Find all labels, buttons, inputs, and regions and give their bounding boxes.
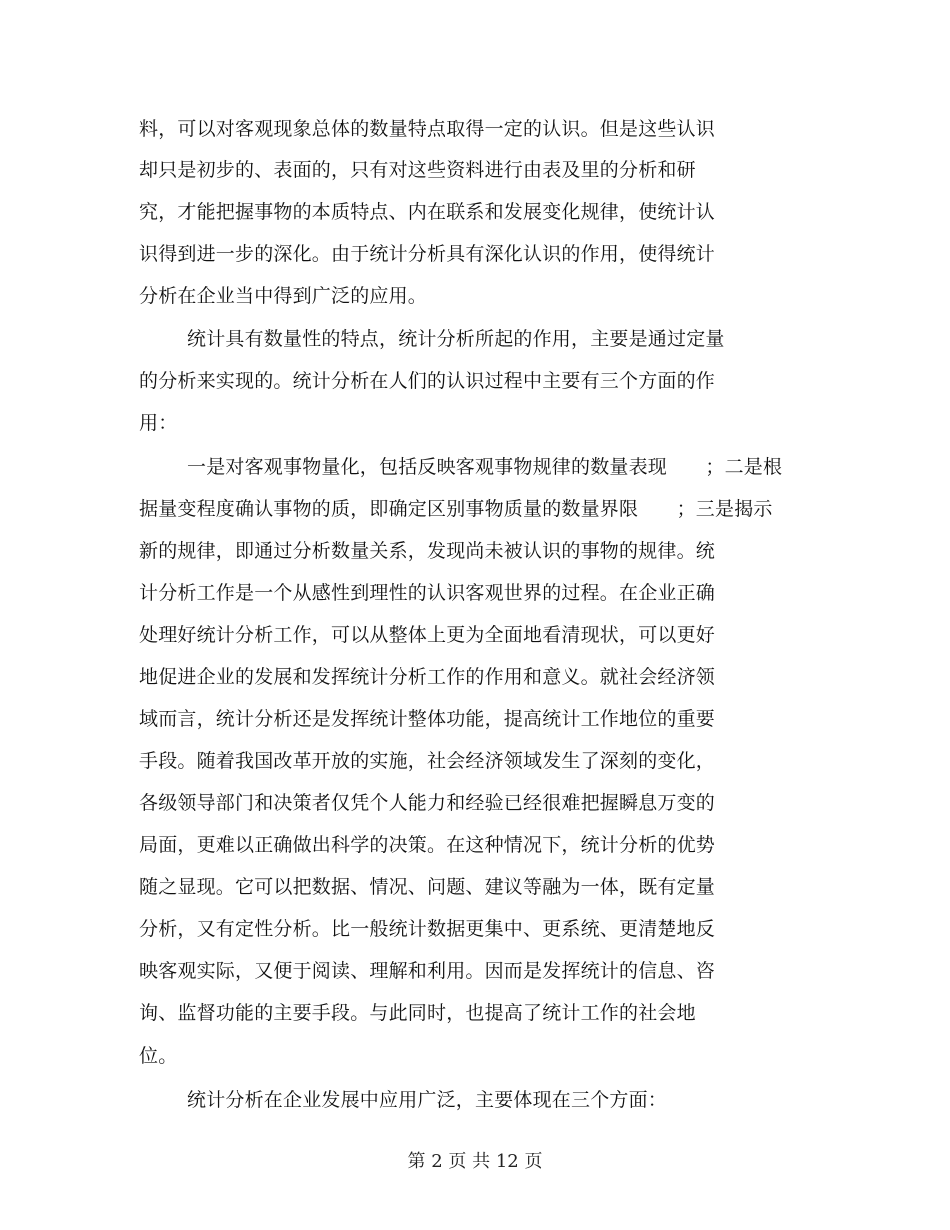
text-line-21: 映客观实际，又便于阅读、理解和利用。因而是发挥统计的信息、咨: [139, 960, 716, 982]
text-line-22: 询、监督功能的主要手段。与此同时，也提高了统计工作的社会地: [139, 1002, 696, 1024]
text-line-7: 的分析来实现的。统计分析在人们的认识过程中主要有三个方面的作: [139, 370, 716, 392]
text-line-20: 分析，又有定性分析。比一般统计数据更集中、更系统、更清楚地反: [139, 918, 716, 940]
text-line-16: 手段。随着我国改革开放的实施，社会经济领域发生了深刻的变化，: [139, 750, 716, 772]
text-line-3: 究，才能把握事物的本质特点、内在联系和发展变化规律，使统计认: [139, 201, 716, 223]
text-line-19: 随之显现。它可以把数据、情况、问题、建议等融为一体，既有定量: [139, 876, 716, 898]
text-line-5: 分析在企业当中得到广泛的应用。: [139, 285, 428, 307]
text-line-10: 据量变程度确认事物的质，即确定区别事物质量的数量界限 ；三是揭示: [139, 498, 773, 520]
text-line-9: 一是对客观事物量化，包括反映客观事物规律的数量表现 ；二是根: [187, 456, 783, 478]
text-line-15: 域而言，统计分析还是发挥统计整体功能，提高统计工作地位的重要: [139, 708, 716, 730]
text-line-17: 各级领导部门和决策者仅凭个人能力和经验已经很难把握瞬息万变的: [139, 792, 716, 814]
text-line-6: 统计具有数量性的特点，统计分析所起的作用，主要是通过定量: [187, 328, 725, 350]
text-line-14: 地促进企业的发展和发挥统计分析工作的作用和意义。就社会经济领: [139, 666, 716, 688]
text-line-12: 计分析工作是一个从感性到理性的认识客观世界的过程。在企业正确: [139, 582, 716, 604]
text-line-2: 却只是初步的、表面的，只有对这些资料进行由表及里的分析和研: [139, 159, 696, 181]
text-line-11: 新的规律，即通过分析数量关系，发现尚未被认识的事物的规律。统: [139, 540, 716, 562]
text-line-13: 处理好统计分析工作，可以从整体上更为全面地看清现状，可以更好: [139, 624, 716, 646]
text-line-8: 用：: [139, 412, 178, 434]
text-line-1: 料，可以对客观现象总体的数量特点取得一定的认识。但是这些认识: [139, 118, 716, 140]
text-line-18: 局面，更难以正确做出科学的决策。在这种情况下，统计分析的优势: [139, 834, 716, 856]
text-line-4: 识得到进一步的深化。由于统计分析具有深化认识的作用，使得统计: [139, 243, 716, 265]
page-footer: 第 2 页 共 12 页: [407, 1151, 543, 1172]
text-line-23: 位。: [139, 1045, 178, 1067]
text-line-24: 统计分析在企业发展中应用广泛，主要体现在三个方面：: [187, 1089, 668, 1111]
